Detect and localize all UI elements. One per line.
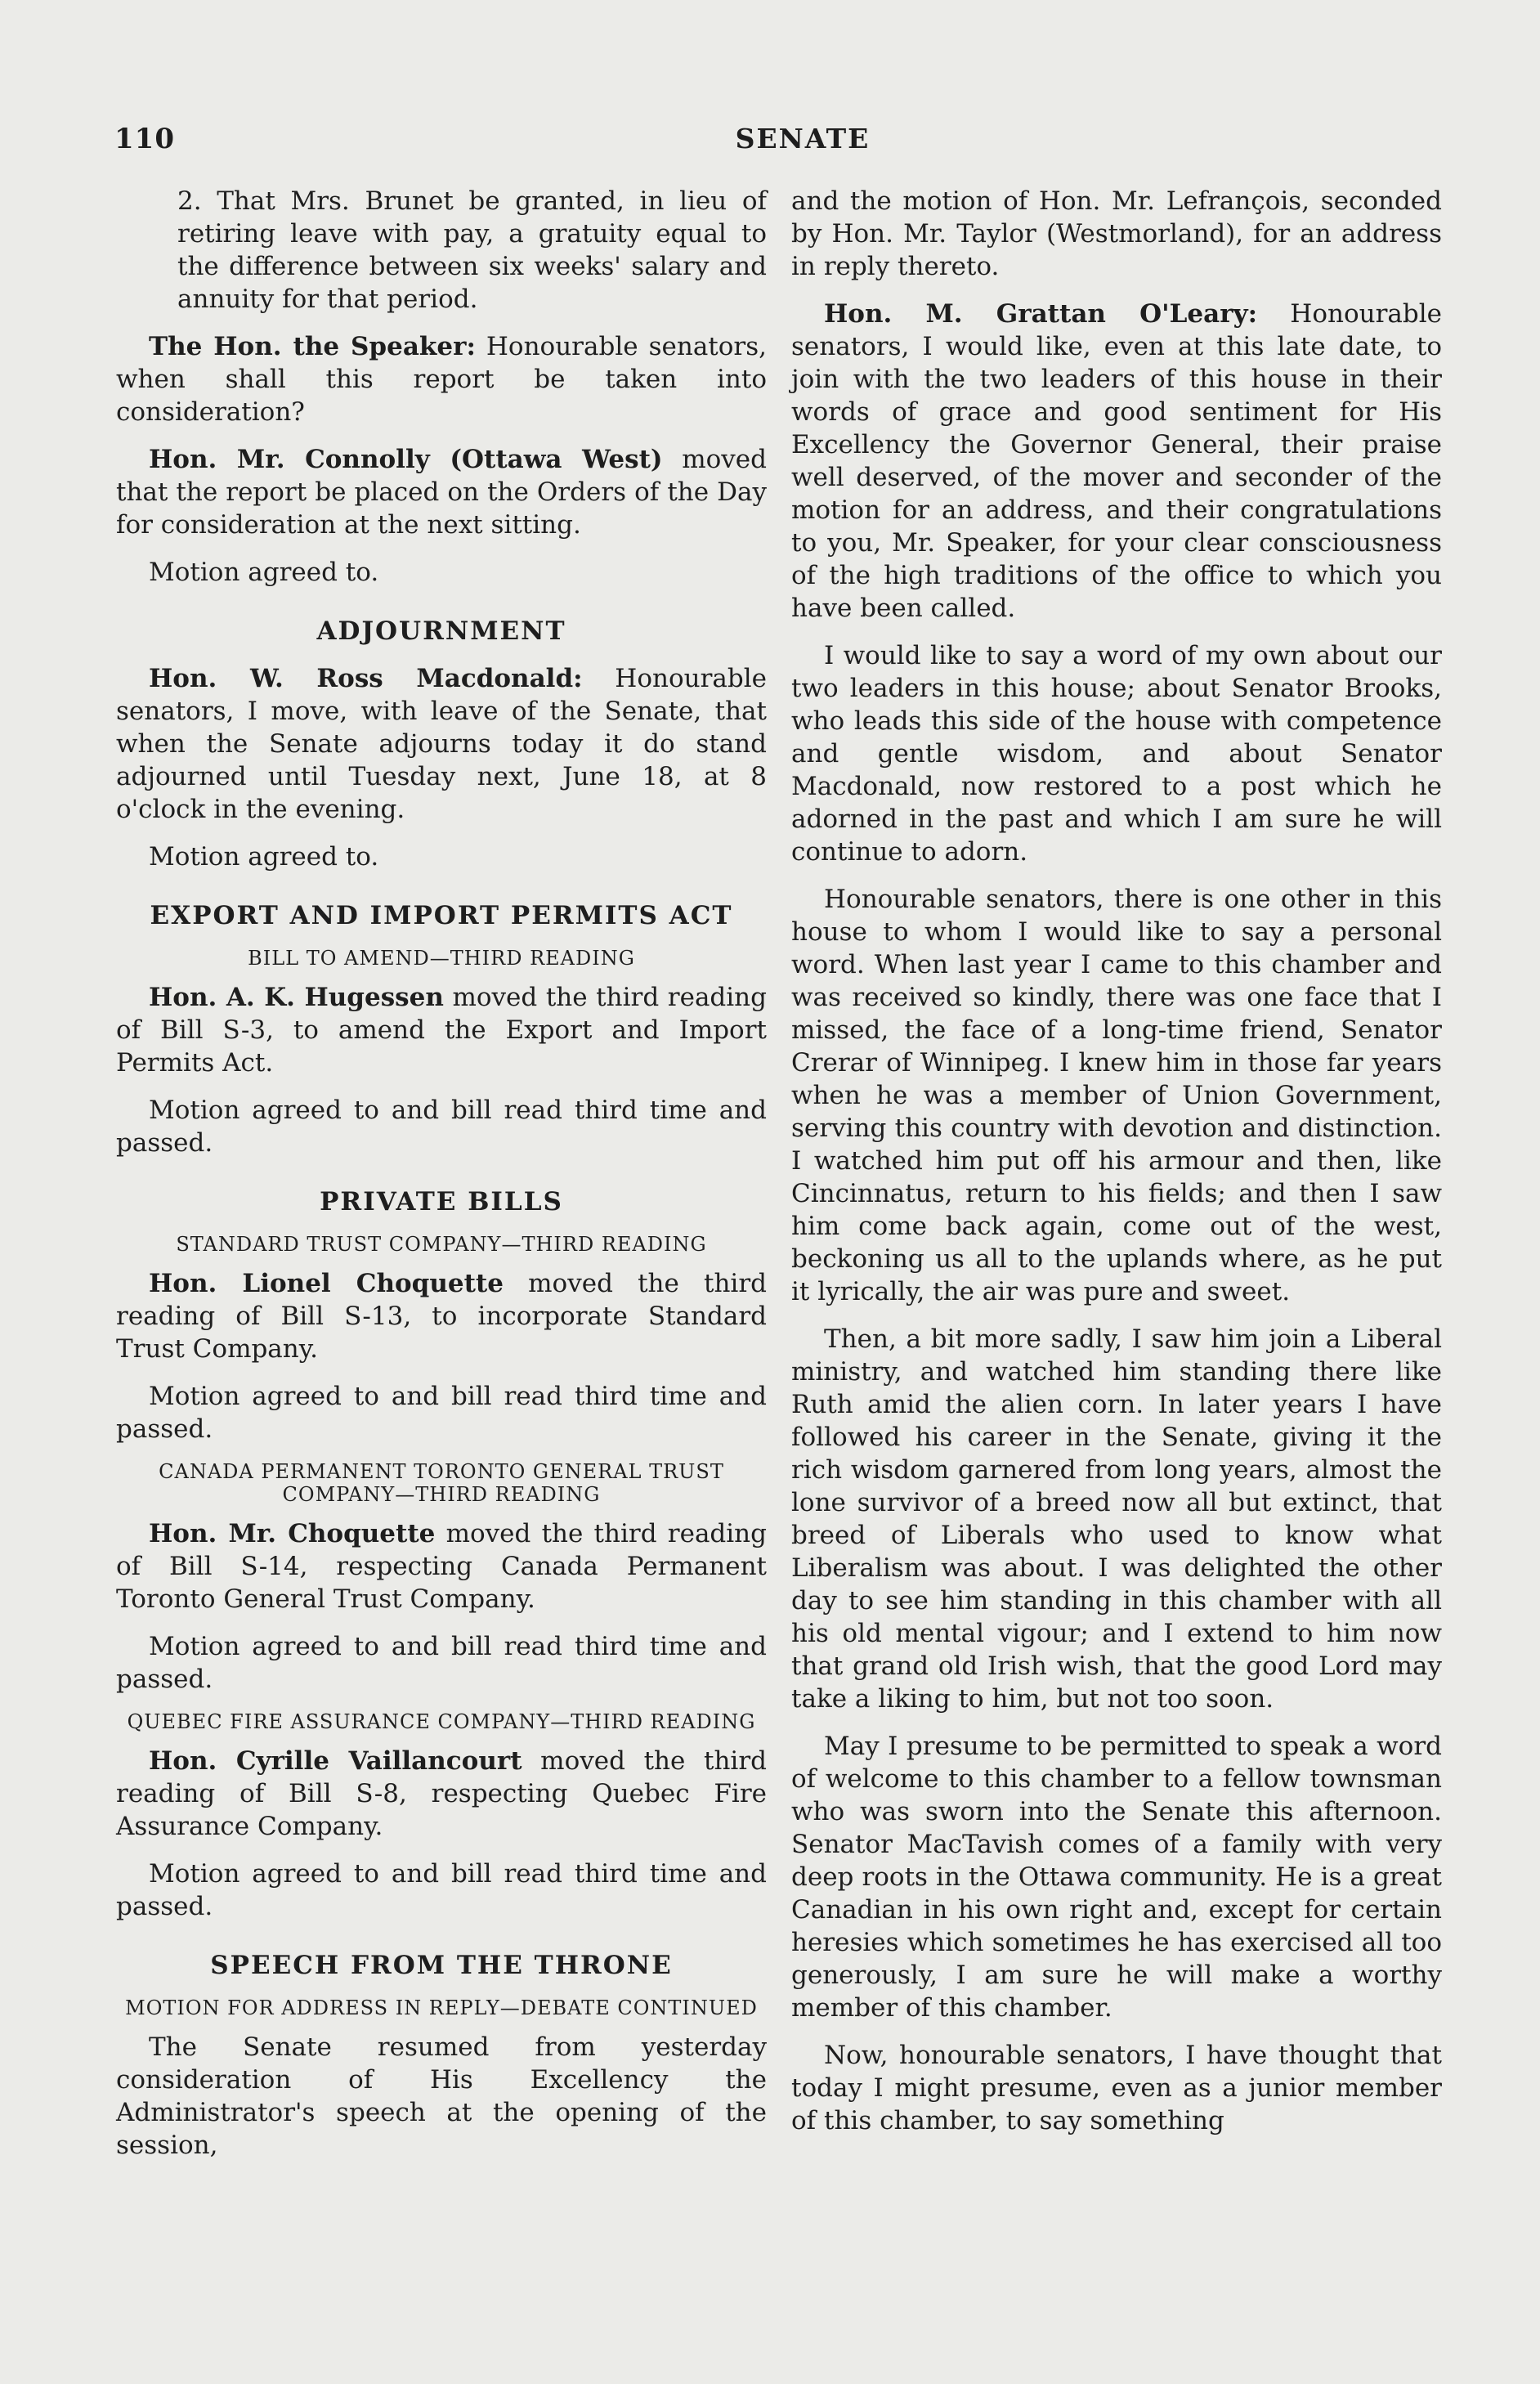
section-heading-private-bills: PRIVATE BILLS [320, 1187, 563, 1217]
subheading: STANDARD TRUST COMPANY—THIRD READING [176, 1233, 707, 1256]
subheading: BILL TO AMEND—THIRD READING [248, 947, 635, 970]
right-column [791, 185, 1442, 2152]
speaker-paragraph [116, 1745, 767, 1843]
paragraph-text: Honourable senators, I move, with leave of the Senate, that when the Senate adjourns today it do stand adjourned until Tuesday next, June 18, at 8 o'clock in the evening. [116, 664, 767, 824]
running-head [0, 123, 1540, 172]
paragraph: and the motion of Hon. Mr. Lefrançois, seconded by Hon. Mr. Taylor (Westmorland), for an address in reply thereto. [791, 186, 1442, 281]
motion-paragraph: Motion agreed to and bill read third time and passed. [116, 1859, 767, 1921]
speaker-paragraph [116, 330, 767, 428]
paragraph: I would like to say a word of my own about our two leaders in this house; about Senator Brooks, who leads this side of the house with competence and gentle wisdom, and about Senator Macdonald, now restored to a post which he adorned in the past and which I am sure he will continue to adorn. [791, 641, 1442, 867]
speaker-paragraph [116, 662, 767, 826]
speaker-name: Hon. Cyrille Vaillancourt [149, 1746, 522, 1776]
subheading: CANADA PERMANENT TORONTO GENERAL TRUST COMPANY—THIRD READING [159, 1460, 724, 1506]
section-heading-adjournment: ADJOURNMENT [316, 616, 566, 646]
speaker-paragraph [116, 443, 767, 541]
paragraph-text: moved the third reading of Bill S-8, respecting Quebec Fire Assurance Company. [116, 1746, 767, 1841]
paragraph-text: moved the third reading of Bill S-14, respecting Canada Permanent Toronto General Trust Company. [116, 1519, 767, 1614]
paragraph: May I presume to be permitted to speak a word of welcome to this chamber to a fellow townsman who was sworn into the Senate this afternoon. Senator MacTavish comes of a family with very deep roots in the Ottawa community. He is a great Canadian in his own right and, except for certain heresies which sometimes he has exercised all too generously, I am sure he will make a worthy member of this chamber. [791, 1732, 1442, 2023]
left-column [116, 185, 767, 2176]
paragraph-text: Honourable senators, when shall this report be taken into consideration? [116, 332, 768, 427]
section-heading-export: EXPORT AND IMPORT PERMITS ACT [150, 901, 733, 930]
motion-paragraph: Motion agreed to. [149, 842, 379, 872]
speaker-paragraph [116, 1267, 767, 1365]
subheading: MOTION FOR ADDRESS IN REPLY—DEBATE CONTINUED [125, 1996, 758, 2019]
speaker-name: Hon. Lionel Choquette [149, 1269, 504, 1298]
speaker-name: The Hon. the Speaker: [149, 332, 476, 361]
speaker-paragraph [116, 1517, 767, 1615]
speaker-name: Hon. Mr. Connolly (Ottawa West) [149, 445, 663, 474]
paragraph-text: Honourable senators, I would like, even at this late date, to join with the two leaders of this house in their words of grace and good sentiment for His Excellency the Governor General, their praise well deserved, of the mover and seconder of the motion for an address, and their congratulations to you, Mr. Speaker, for your clear consciousness of the high traditions of the office to which you have been called. [791, 299, 1442, 623]
paragraph: Honourable senators, there is one other in this house to whom I would like to say a personal word. When last year I came to this chamber and was received so kindly, there was one face that I missed, the face of a long-time friend, Senator Crerar of Winnipeg. I knew him in those far years when he was a member of Union Government, serving this country with devotion and distinction. I watched him put off his armour and then, like Cincinnatus, return to his fields; and then I saw him come back again, come out of the west, beckoning us all to the uplands where, as he put it lyrically, the air was pure and sweet. [791, 885, 1442, 1306]
speaker-name: Hon. M. Grattan O'Leary: [824, 299, 1258, 329]
motion-paragraph: Motion agreed to. [149, 558, 379, 587]
page-number: 110 [114, 123, 175, 155]
speaker-paragraph [116, 981, 767, 1079]
subheading: QUEBEC FIRE ASSURANCE COMPANY—THIRD READING [127, 1710, 756, 1733]
motion-paragraph: Motion agreed to and bill read third time and passed. [116, 1632, 767, 1694]
motion-paragraph: Motion agreed to and bill read third time and passed. [116, 1096, 767, 1158]
speaker-name: Hon. W. Ross Macdonald: [149, 664, 583, 693]
motion-paragraph: Motion agreed to and bill read third time and passed. [116, 1382, 767, 1444]
paragraph-text: moved the third reading of Bill S-3, to amend the Export and Import Permits Act. [116, 983, 767, 1078]
report-item-2: 2. That Mrs. Brunet be granted, in lieu of retiring leave with pay, a gratuity equal to the difference between six weeks' salary and annuity for that period. [177, 186, 767, 314]
paragraph-text: moved that the report be placed on the Orders of the Day for consideration at the next sitting. [116, 445, 767, 540]
paragraph-text: moved the third reading of Bill S-13, to incorporate Standard Trust Company. [116, 1269, 768, 1364]
page-header: SENATE [735, 123, 871, 155]
speaker-name: Hon. Mr. Choquette [149, 1519, 436, 1548]
speaker-paragraph [791, 298, 1442, 625]
paragraph: Then, a bit more sadly, I saw him join a Liberal ministry, and watched him standing there like Ruth amid the alien corn. In later years I have followed his career in the Senate, giving it the rich wisdom garnered from long years, almost the lone survivor of a breed now all but extinct, that breed of Liberals who used to know what Liberalism was about. I was delighted the other day to see him standing in this chamber with all his old mental vigour; and I extend to him now that grand old Irish wish, that the good Lord may take a liking to him, but not too soon. [791, 1324, 1442, 1714]
section-heading-speech: SPEECH FROM THE THRONE [210, 1951, 673, 1980]
paragraph: The Senate resumed from yesterday consideration of His Excellency the Administrator's speech at the opening of the session, [116, 2032, 767, 2160]
paragraph: Now, honourable senators, I have thought that today I might presume, even as a junior member of this chamber, to say something [791, 2041, 1442, 2135]
speaker-name: Hon. A. K. Hugessen [149, 983, 444, 1012]
